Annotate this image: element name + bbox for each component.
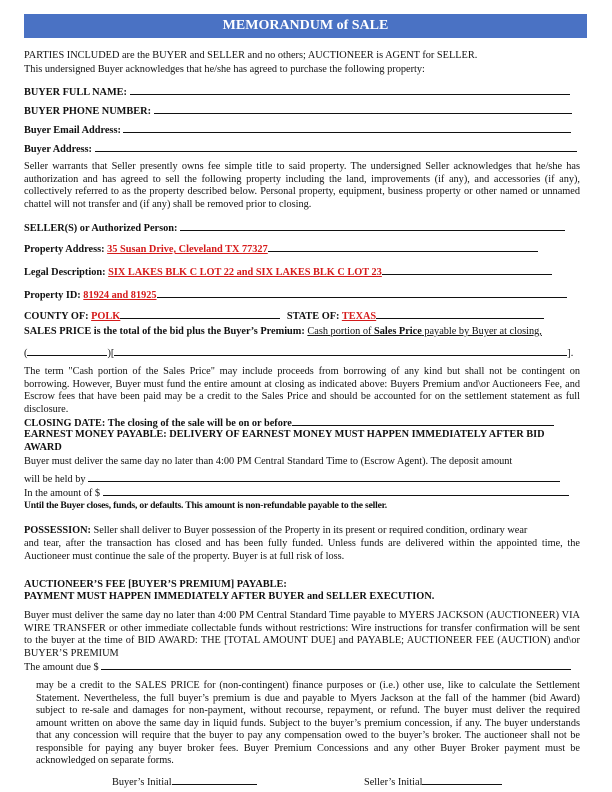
county-label: COUNTY OF: — [24, 311, 89, 322]
buyer-full-name-row — [24, 85, 580, 100]
property-id-line — [157, 288, 567, 298]
auctioneer-fee-heading: AUCTIONEER’S FEE [BUYER’S PREMIUM] PAYABLE: — [24, 579, 287, 590]
deposit-amount-row — [24, 486, 580, 501]
earnest-money-note: Until the Buyer closes, funds, or defaults. This amount is non-refundable payable to the seller. — [24, 500, 387, 511]
page-title: MEMORANDUM of SALE — [24, 14, 587, 38]
buyer-address-row — [24, 142, 580, 157]
closing-date-label: CLOSING DATE: The closing of the sale will be on or before — [24, 418, 292, 429]
cash-portion-text — [307, 326, 542, 337]
cash-portion-bold: Sales Price — [374, 326, 422, 337]
earnest-money-heading: EARNEST MONEY PAYABLE: DELIVERY OF EARNEST MONEY MUST HAPPEN IMMEDIATELY AFTER BID AWARD — [24, 429, 545, 453]
state-value: TEXAS — [341, 311, 377, 322]
sales-price-amount-row — [24, 346, 580, 361]
property-address-line — [268, 242, 538, 252]
state-label: STATE OF: — [286, 311, 340, 322]
buyer-email-row — [24, 123, 580, 138]
deposit-amount-field[interactable] — [103, 486, 569, 496]
sales-price-numeric-field[interactable] — [27, 346, 107, 356]
cash-portion-post: payable by Buyer at closing, — [421, 326, 542, 337]
seller-warrants-paragraph: Seller warrants that Seller presently owns fee simple title to said property. The undersigned Seller acknowledges that he/she has authorization and has agreed to sell the following property including the land, improvements (if any), and accessories (if any), collectively referred to as the property described below. Personal property, equipment, business property or other named or unnamed chattel will not transfer and (if any) shall be removed prior to closing. — [24, 161, 580, 210]
possession-label: POSSESSION: — [24, 525, 91, 536]
buyer-phone-label: BUYER PHONE NUMBER: — [24, 106, 151, 117]
property-id-label: Property ID: — [24, 290, 81, 301]
seller-initial-row — [364, 775, 502, 790]
seller-initial-field[interactable] — [422, 775, 502, 785]
possession-text-rest: and tear, after the transaction has closed and has been fully funded. Unless funds are delivered within the appointed time, the Auctioneer must continue the sale of the property. Buyer is at full risk of loss. — [24, 538, 580, 562]
legal-description-line — [382, 265, 552, 275]
buyer-address-label: Buyer Address: — [24, 144, 92, 155]
possession-line — [24, 525, 580, 538]
paren-close: ]. — [567, 348, 574, 359]
cash-term-paragraph: The term "Cash portion of the Sales Price" may include proceeds from borrowing of any kind but shall not be contingent on borrowing. However, Buyer must fund the entire amount at closing as indicated above: Buyers Premium and\or Auctioneers Fee, and Escrow fees that have been paid may be a credit to the Sales Price and should be accounted for on the settlement statement as full disclosure. — [24, 366, 580, 415]
county-value: POLK — [91, 311, 121, 322]
seller-row — [24, 221, 580, 236]
closing-date-field[interactable] — [292, 416, 554, 426]
seller-field[interactable] — [180, 221, 565, 231]
deposit-amount-label: In the amount of $ — [24, 488, 101, 499]
seller-label: SELLER(S) or Authorized Person: — [24, 223, 178, 234]
seller-initial-label: Seller’s Initial — [364, 777, 423, 788]
amount-due-row — [24, 660, 580, 675]
buyer-email-label: Buyer Email Address: — [24, 125, 121, 136]
county-state-row — [24, 309, 580, 324]
property-address-value: 35 Susan Drive, Cleveland TX 77327 — [107, 244, 268, 255]
payment-immediately-heading: PAYMENT MUST HAPPEN IMMEDIATELY AFTER BUYER and SELLER EXECUTION. — [24, 591, 435, 602]
buyer-initial-field[interactable] — [172, 775, 257, 785]
buyer-full-name-label: BUYER FULL NAME: — [24, 87, 127, 98]
amount-due-field[interactable] — [101, 660, 571, 670]
legal-description-value: SIX LAKES BLK C LOT 22 and SIX LAKES BLK C LOT 23 — [108, 267, 382, 278]
possession-text-first: Seller shall deliver to Buyer possession of the Property in its present or required condition, ordinary wear — [90, 525, 528, 536]
sales-price-label: SALES PRICE is the total of the bid plus the Buyer’s Premium: — [24, 326, 305, 337]
sales-price-written-field[interactable] — [114, 346, 567, 356]
state-line — [376, 309, 544, 319]
deposit-held-label: will be held by — [24, 474, 86, 485]
parties-statement: PARTIES INCLUDED are the BUYER and SELLER and no others; AUCTIONEER is AGENT for SELLER. — [24, 50, 478, 61]
property-id-row — [24, 288, 580, 303]
property-address-label: Property Address: — [24, 244, 105, 255]
buyer-initial-row — [112, 775, 257, 790]
legal-description-label: Legal Description: — [24, 267, 106, 278]
paren-mid: )[ — [107, 348, 115, 359]
buyer-phone-field[interactable] — [154, 104, 572, 114]
legal-description-row — [24, 265, 580, 280]
buyer-full-name-field[interactable] — [130, 85, 570, 95]
auctioneer-fee-text: Buyer must deliver the same day no later than 4:00 PM Central Standard Time payable to MYERS JACKSON (AUCTIONEER) VIA WIRE TRANSFER or other immediate collectable funds without restrictions: Wire instructions for transfer confirmation will be sent to the buyer at the time of BID AWARD: THE [TOTAL AMOUNT DUE] and PAYABLE; AUCTIONEER FEE (AUCTION) and\or BUYER’S PREMIUM — [24, 610, 580, 659]
paren-open: ( — [24, 348, 28, 359]
sales-price-row — [24, 326, 580, 339]
deposit-held-field[interactable] — [88, 472, 560, 482]
earnest-money-text: Buyer must deliver the same day no later than 4:00 PM Central Standard Time to (Escrow Agent). The deposit amount — [24, 456, 513, 467]
purchase-acknowledgement: This undersigned Buyer acknowledges that he/she has agreed to purchase the following property: — [24, 64, 425, 75]
buyer-email-field[interactable] — [123, 123, 571, 133]
cash-portion-pre: Cash portion of — [307, 326, 375, 337]
county-line — [120, 309, 280, 319]
buyer-phone-row — [24, 104, 580, 119]
deposit-held-row — [24, 472, 580, 487]
amount-due-label: The amount due $ — [24, 662, 99, 673]
buyer-initial-label: Buyer’s Initial — [112, 777, 172, 788]
buyer-premium-paragraph: may be a credit to the SALES PRICE for (non-contingent) finance purposes or (i.e.) other use, like to calculate the Settlement Statement. Nevertheless, the full buyer’s premium is due and payable to Myers Jackson at the fall of the hammer (bid Award) subject to re-sale and damages for non-payment, without recourse, repayment, or refund. The buyer must deliver the required amount written on above the same day in liquid funds. Subject to the buyer’s premium concession, if any. The buyer understands that any concession will require that the buyer to pay any compensation owed to the buyer’s broker. The auctioneer shall not be responsible for paying any buyer broker fees. Buyer Premium Concessions and any other Buyer Broker payment must be acknowledged on separate forms. — [36, 680, 580, 766]
buyer-address-field[interactable] — [95, 142, 577, 152]
property-address-row — [24, 242, 580, 257]
property-id-value: 81924 and 81925 — [83, 290, 157, 301]
